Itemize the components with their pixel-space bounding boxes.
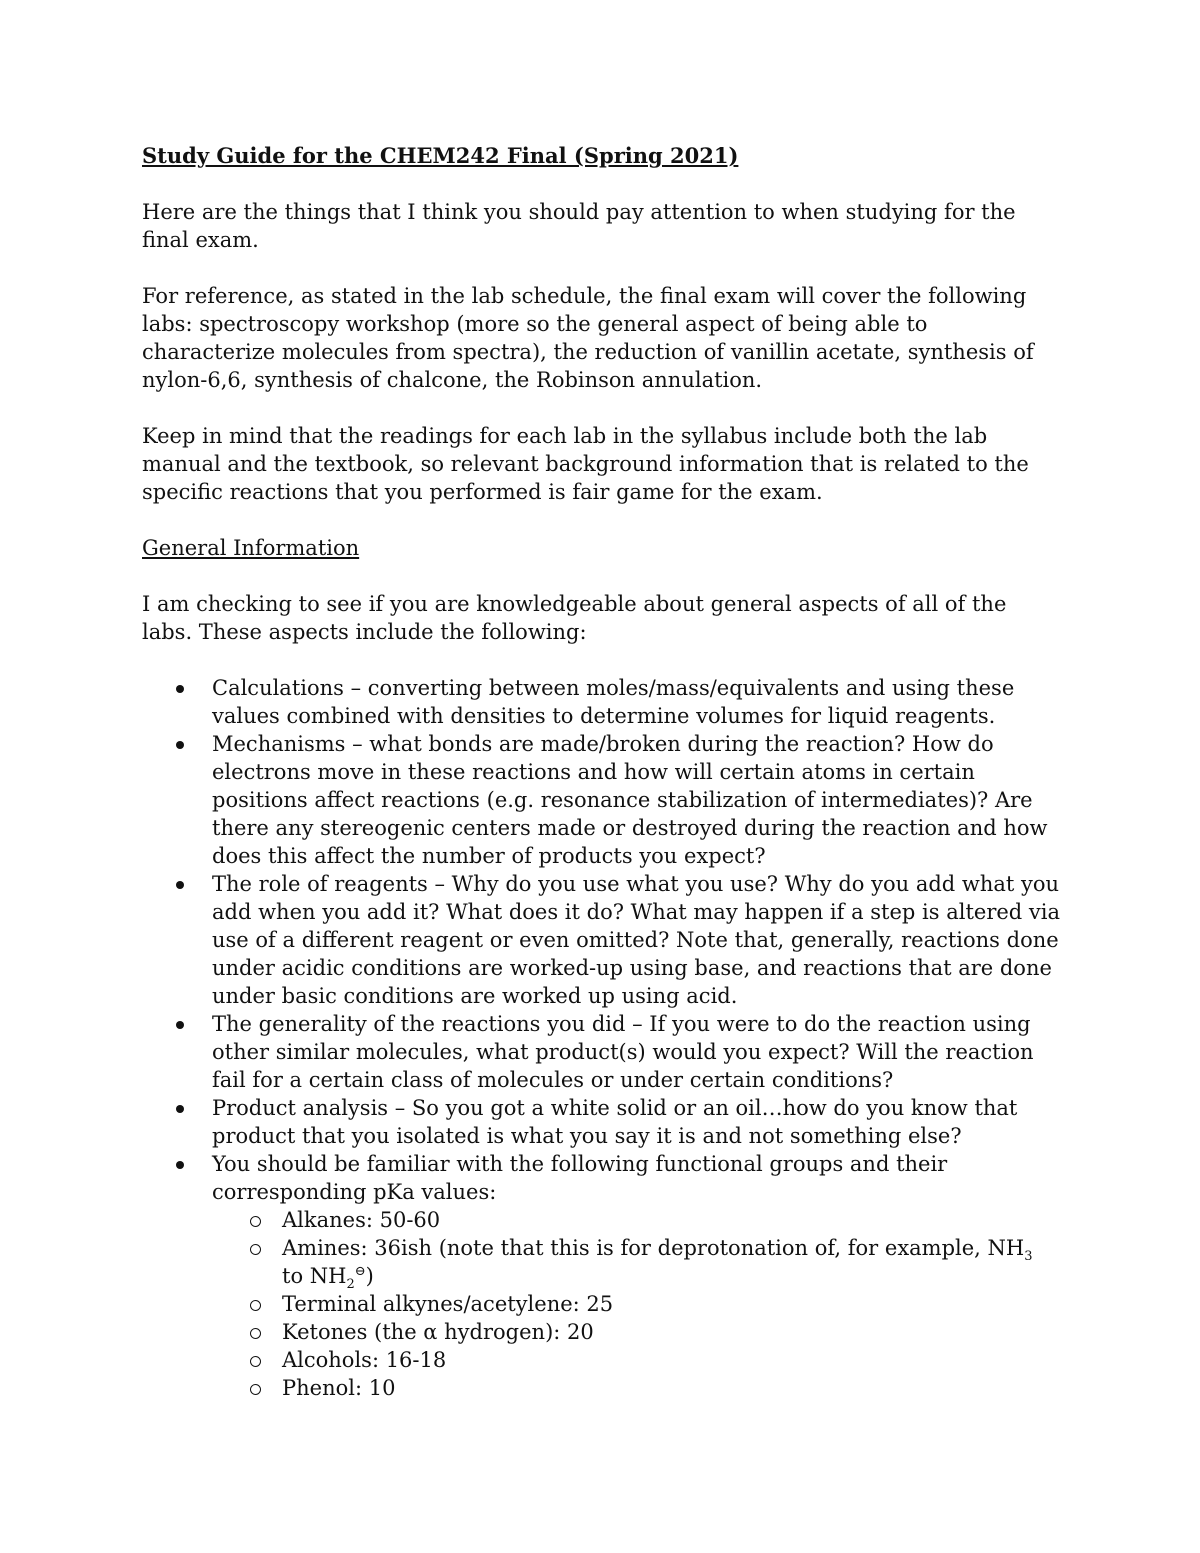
pka-item-alkynes <box>142 1290 1060 1318</box>
bullet-text: Product analysis – So you got a white solid or an oil…how do you know that product that you isolated is what you say it is and not something else? <box>212 1096 1018 1148</box>
pka-ketones-text: Ketones (the α hydrogen): 20 <box>282 1320 594 1344</box>
pka-amines-end: ) <box>365 1264 374 1288</box>
pka-phenol-text: Phenol: 10 <box>282 1376 396 1400</box>
list-item <box>142 1094 1060 1150</box>
subscript-2: 2 <box>346 1277 355 1293</box>
list-item <box>142 674 1060 730</box>
bullet-text: The generality of the reactions you did – If you were to do the reaction using other similar molecules, what product(s) would you expect? Will the reaction fail for a certain class of molecules or under certain conditions? <box>212 1012 1034 1092</box>
negative-charge-icon: ⊖ <box>354 1264 366 1279</box>
pka-alkynes-text: Terminal alkynes/acetylene: 25 <box>282 1292 614 1316</box>
bullet-text: Mechanisms – what bonds are made/broken during the reaction? How do electrons move in these reactions and how will certain atoms in certain positions affect reactions (e.g. resonance stabilization of intermediates)? Are there any stereogenic centers made or destroyed during the reaction and how does this affect the number of products you expect? <box>212 732 1048 868</box>
readings-paragraph: Keep in mind that the readings for each lab in the syllabus include both the lab manual and the textbook, so relevant background information that is related to the specific reactions that you performed is fair game for the exam. <box>142 424 1029 504</box>
pka-alcohols-text: Alcohols: 16-18 <box>282 1348 447 1372</box>
pka-amines-text: Amines: 36ish (note that this is for deprotonation of, for example, NH <box>282 1236 1025 1260</box>
list-item <box>142 730 1060 870</box>
list-item <box>142 1150 1060 1402</box>
intro-paragraph: Here are the things that I think you should pay attention to when studying for the final exam. <box>142 200 1016 252</box>
pka-item-alkanes <box>142 1206 1060 1234</box>
pka-item-phenol <box>142 1374 1060 1402</box>
list-item <box>142 870 1060 1010</box>
bullet-text: Calculations – converting between moles/mass/equivalents and using these values combined with densities to determine volumes for liquid reagents. <box>212 676 1015 728</box>
subscript-3: 3 <box>1024 1249 1033 1265</box>
pka-item-amines <box>142 1234 1060 1293</box>
bullet-text: The role of reagents – Why do you use what you use? Why do you add what you add when you add it? What does it do? What may happen if a step is altered via use of a different reagent or even omitted? Note that, generally, reactions done under acidic conditions are worked-up using base, and reactions that are done under basic conditions are worked up using acid. <box>212 872 1060 1008</box>
bullet-text: You should be familiar with the following functional groups and their corresponding pKa values: <box>212 1152 948 1204</box>
aspects-list <box>142 674 1060 1402</box>
reference-paragraph: For reference, as stated in the lab schedule, the final exam will cover the following labs: spectroscopy workshop (more so the general aspect of being able to characterize molecules from spectra), the reduction of vanillin acetate, synthesis of nylon-6,6, synthesis of chalcone, the Robinson annulation. <box>142 284 1034 392</box>
pka-item-ketones <box>142 1318 1060 1346</box>
section-heading-general: General Information <box>142 536 360 560</box>
pka-item-alcohols <box>142 1346 1060 1374</box>
list-item <box>142 1010 1060 1094</box>
pka-list <box>212 1206 1060 1402</box>
pka-alkanes-text: Alkanes: 50-60 <box>282 1208 441 1232</box>
pka-amines-mid: to NH <box>282 1264 347 1288</box>
general-intro-paragraph: I am checking to see if you are knowledgeable about general aspects of all of the labs. These aspects include the following: <box>142 592 1007 644</box>
page-title: Study Guide for the CHEM242 Final (Spring 2021) <box>142 143 739 168</box>
